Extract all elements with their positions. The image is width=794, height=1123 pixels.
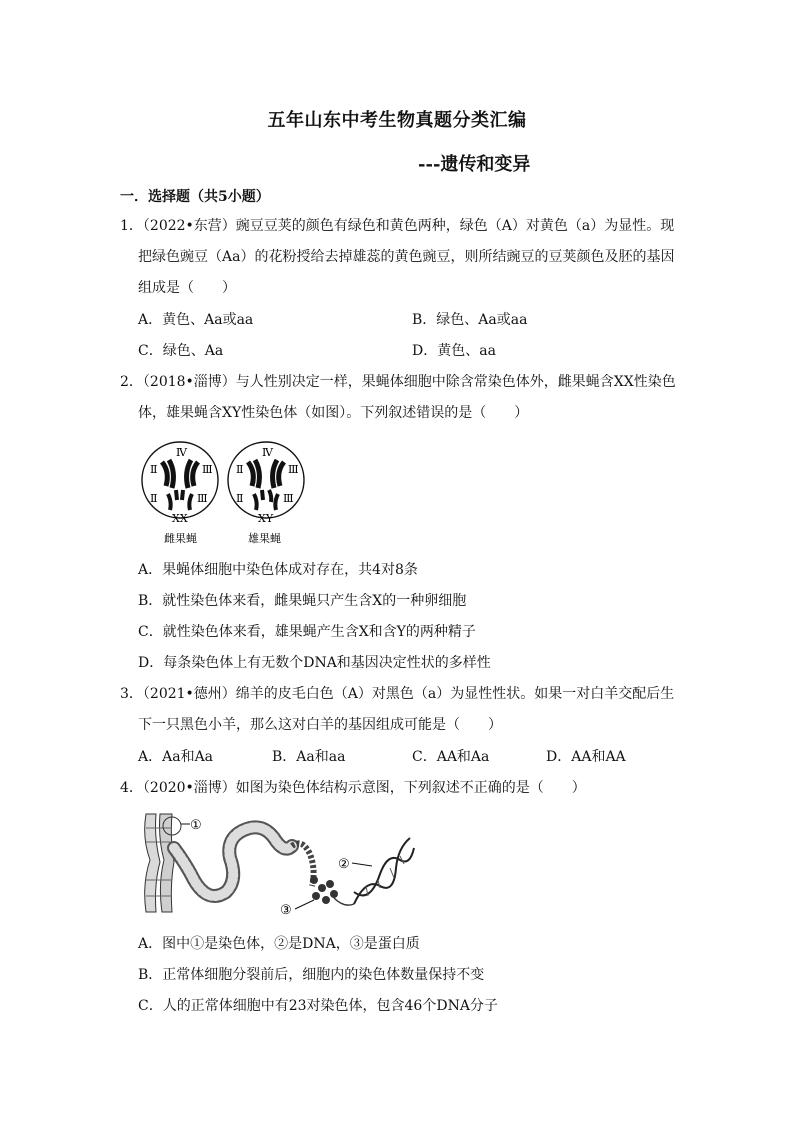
question-3-line-1: 3．（2021•德州）绵羊的皮毛白色（A）对黑色（a）为显性性状。如果一对白羊交配后生 [120, 686, 675, 702]
question-2-option-b: B．就性染色体来看，雌果蝇只产生含X的一种卵细胞 [138, 593, 467, 609]
svg-text:Ⅲ: Ⅲ [283, 492, 294, 505]
question-3-option-d: D．AA和AA [546, 749, 626, 765]
document-title: 五年山东中考生物真题分类汇编 [267, 110, 527, 131]
coiled-chromatin-drawing [174, 827, 314, 896]
figure-label-2: ② [338, 857, 350, 872]
nucleosome-beads [310, 876, 354, 905]
female-fly-label: 雌果蝇 [164, 532, 197, 545]
question-3-option-a: A．Aa和Aa [138, 749, 214, 765]
svg-text:Ⅳ: Ⅳ [262, 446, 273, 459]
svg-text:Ⅱ: Ⅱ [150, 463, 158, 476]
question-1-option-a: A．黄色、Aa或aa [138, 312, 254, 328]
svg-text:Ⅲ: Ⅲ [288, 463, 299, 476]
question-1-option-c: C．绿色、Aa [138, 343, 224, 359]
question-1-line-3: 组成是（ ） [138, 280, 236, 296]
dna-double-helix [354, 838, 414, 904]
male-fly-label: 雄果蝇 [248, 532, 281, 545]
question-2-option-a: A．果蝇体细胞中染色体成对存在，共4对8条 [138, 562, 418, 578]
female-cell-diagram [142, 442, 218, 525]
question-2-line-1: 2．（2018•淄博）与人性别决定一样，果蝇体细胞中除含常染色体外，雌果蝇含XX性染色 [120, 374, 676, 390]
male-cell-diagram [228, 442, 304, 525]
question-4-option-c: C．人的正常体细胞中有23对染色体，包含46个DNA分子 [138, 998, 498, 1014]
fruit-fly-chromosome-figure [136, 438, 326, 546]
question-3-option-b: B．Aa和aa [272, 749, 346, 765]
svg-text:Ⅳ: Ⅳ [176, 446, 187, 459]
document-subtitle: ---遗传和变异 [418, 154, 531, 175]
chromosome-structure-figure [134, 808, 424, 920]
svg-text:Ⅲ: Ⅲ [202, 463, 213, 476]
question-4-line-1: 4．（2020•淄博）如图为染色体结构示意图，下列叙述不正确的是（ ） [120, 780, 586, 796]
svg-text:Ⅱ: Ⅱ [236, 492, 244, 505]
question-1-option-b: B．绿色、Aa或aa [412, 312, 528, 328]
question-4-option-a: A．图中①是染色体，②是DNA，③是蛋白质 [138, 936, 420, 952]
question-2-option-d: D．每条染色体上有无数个DNA和基因决定性状的多样性 [138, 655, 491, 671]
chromosome-drawing [145, 814, 181, 912]
figure-label-3: ③ [280, 903, 292, 918]
svg-text:XY: XY [258, 512, 274, 525]
figure-label-1: ① [190, 818, 202, 833]
svg-text:XX: XX [172, 512, 188, 525]
svg-text:Ⅱ: Ⅱ [150, 492, 158, 505]
svg-text:Ⅱ: Ⅱ [236, 463, 244, 476]
svg-text:Ⅲ: Ⅲ [197, 492, 208, 505]
question-3-option-c: C．AA和Aa [412, 749, 490, 765]
question-2-option-c: C．就性染色体来看，雄果蝇产生含X和含Y的两种精子 [138, 624, 476, 640]
question-1-option-d: D．黄色、aa [412, 343, 496, 359]
question-1-line-1: 1．（2022•东营）豌豆豆荚的颜色有绿色和黄色两种，绿色（A）对黄色（a）为显性。现 [120, 218, 675, 234]
question-1-line-2: 把绿色豌豆（Aa）的花粉授给去掉雄蕊的黄色豌豆，则所结豌豆的豆荚颜色及胚的基因 [138, 249, 675, 265]
question-3-line-2: 下一只黑色小羊，那么这对白羊的基因组成可能是（ ） [138, 717, 502, 733]
section-heading: 一．选择题（共5小题） [120, 189, 270, 205]
question-2-line-2: 体，雄果蝇含XY性染色体（如图）。下列叙述错误的是（ ） [138, 405, 529, 421]
question-4-option-b: B．正常体细胞分裂前后，细胞内的染色体数量保持不变 [138, 967, 485, 983]
